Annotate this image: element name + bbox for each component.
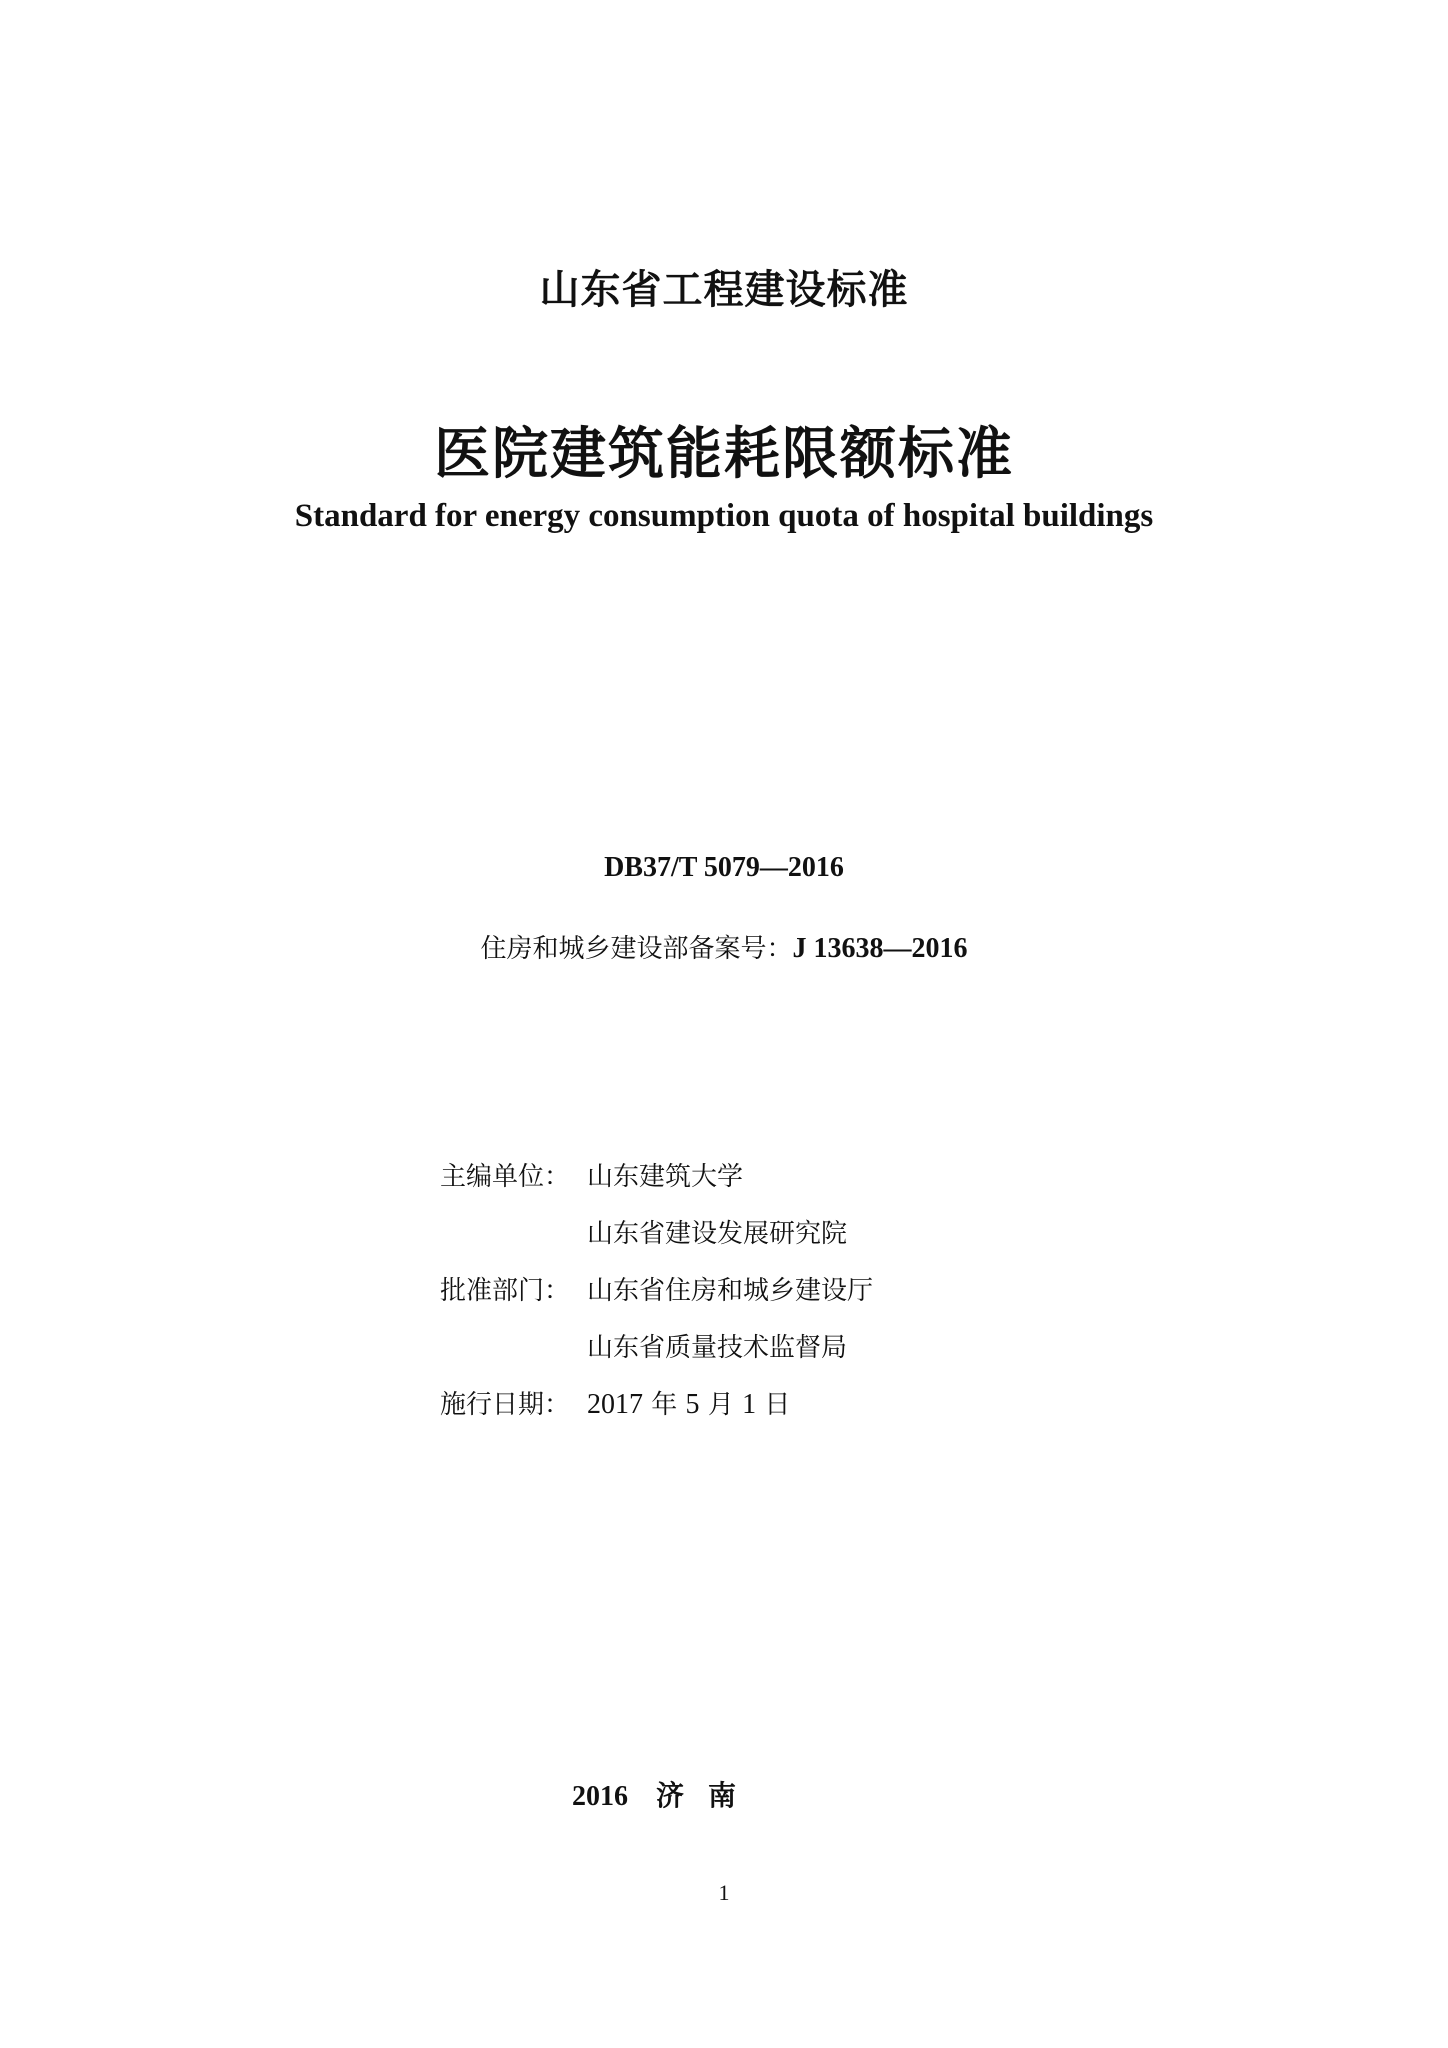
record-number-value: J 13638—2016 bbox=[792, 933, 968, 964]
editor-unit-primary: 山东建筑大学 bbox=[587, 1162, 744, 1192]
effective-month-unit: 月 bbox=[707, 1390, 734, 1420]
editor-unit-label: 主编单位： bbox=[440, 1162, 571, 1192]
document-title-chinese: 医院建筑能耗限额标准 bbox=[434, 422, 1014, 487]
standard-number: DB37/T 5079—2016 bbox=[604, 852, 844, 883]
editor-unit-row bbox=[440, 1156, 744, 1193]
publication-city: 济南 bbox=[656, 1779, 761, 1812]
record-number-line bbox=[0, 928, 1448, 965]
publication-footer bbox=[572, 1774, 760, 1814]
effective-day: 1 bbox=[742, 1389, 757, 1420]
effective-date-row bbox=[440, 1384, 791, 1421]
effective-year-unit: 年 bbox=[651, 1390, 678, 1420]
approver-row bbox=[440, 1270, 874, 1307]
effective-month: 5 bbox=[685, 1389, 700, 1420]
effective-year: 2017 bbox=[587, 1389, 643, 1420]
record-number-label: 住房和城乡建设部备案号： bbox=[480, 934, 793, 964]
document-title-english: Standard for energy consumption quota of hospital buildings bbox=[294, 498, 1154, 534]
approver-label: 批准部门： bbox=[440, 1276, 571, 1306]
editor-unit-secondary: 山东省建设发展研究院 bbox=[587, 1219, 848, 1249]
effective-day-unit: 日 bbox=[764, 1390, 791, 1420]
approver-secondary: 山东省质量技术监督局 bbox=[587, 1333, 848, 1363]
standard-series-heading: 山东省工程建设标准 bbox=[539, 267, 909, 313]
publication-year: 2016 bbox=[572, 1781, 628, 1812]
page-number: 1 bbox=[718, 1880, 730, 1905]
approver-primary: 山东省住房和城乡建设厅 bbox=[587, 1276, 874, 1306]
effective-date-value bbox=[587, 1384, 790, 1421]
effective-date-label: 施行日期： bbox=[440, 1390, 571, 1420]
